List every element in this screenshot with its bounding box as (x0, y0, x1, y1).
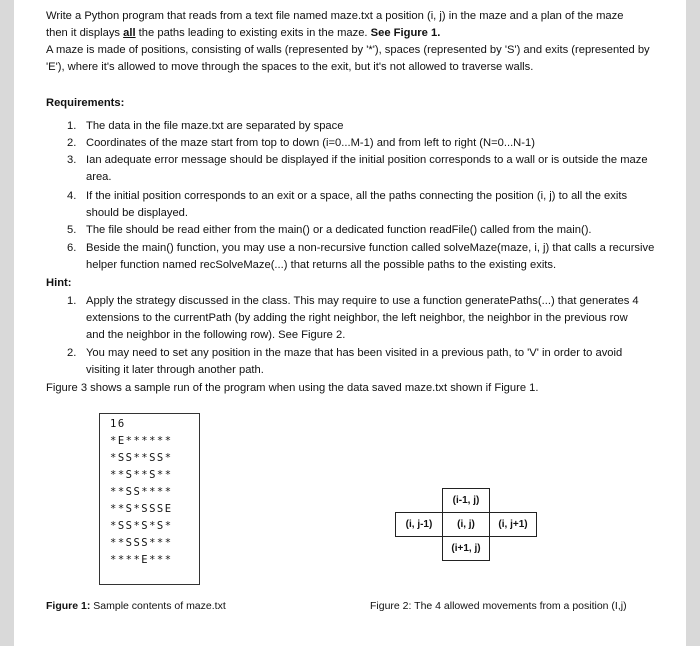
req-4-line-2: should be displayed. (86, 207, 189, 219)
intro-line-2-end: . (437, 27, 441, 39)
hint-1-num: 1. (67, 295, 77, 307)
intro-line-2-mid: the paths leading to existing exits in the maze. (135, 27, 371, 39)
req-2-num: 2. (67, 137, 77, 149)
hint-2-line-2: visiting it later through another path. (86, 364, 264, 376)
req-6-line-1: Beside the main() function, you may use a non-recursive function called solveMaze(maze, i, j) that calls a recursive (86, 242, 655, 254)
req-1-line: The data in the file maze.txt are separated by space (86, 120, 344, 132)
requirements-heading: Requirements: (46, 97, 125, 109)
req-3-line-2: area. (86, 171, 112, 183)
grid-cell-empty (490, 537, 537, 561)
hint-1-line-2: extensions to the currentPath (by adding the right neighbor, the left neighbor, the neighbor in the previous row (86, 312, 628, 324)
intro-line-4: 'E'), where it's allowed to move through the spaces to the exit, but it's not allowed to traverse walls. (46, 61, 534, 73)
figure-1-caption-label: Figure 1: (46, 600, 91, 612)
intro-line-2 (46, 25, 440, 42)
req-1-num: 1. (67, 120, 77, 132)
maze-line: ****E*** (110, 554, 173, 566)
maze-line: 16 (110, 418, 126, 430)
hint-heading: Hint: (46, 277, 72, 289)
grid-cell-empty (396, 489, 443, 513)
intro-line-1: Write a Python program that reads from a text file named maze.txt a position (i, j) in the maze and a plan of the maze (46, 10, 624, 22)
maze-line: *SS*S*S* (110, 520, 173, 532)
req-2-line: Coordinates of the maze start from top to down (i=0...M-1) and from left to right (N=0...N-1) (86, 137, 535, 149)
grid-cell-center: (i, j) (443, 513, 490, 537)
req-5-num: 5. (67, 224, 77, 236)
maze-line: **SS**** (110, 486, 173, 498)
hint-1-line-3: and the neighbor in the following row). See Figure 2. (86, 329, 346, 341)
req-6-num: 6. (67, 242, 77, 254)
grid-cell-bottom: (i+1, j) (443, 537, 490, 561)
maze-line: **S**S** (110, 469, 173, 481)
document-page (14, 0, 686, 646)
grid-cell-left: (i, j-1) (396, 513, 443, 537)
maze-line: **SSS*** (110, 537, 173, 549)
figure-2-caption: Figure 2: The 4 allowed movements from a position (I,j) (370, 600, 627, 612)
figure-1-caption-text: Sample contents of maze.txt (90, 600, 226, 612)
hint-2-num: 2. (67, 347, 77, 359)
maze-figure (99, 413, 200, 585)
req-3-num: 3. (67, 154, 77, 166)
grid-cell-top: (i-1, j) (443, 489, 490, 513)
neighbor-grid (395, 488, 537, 561)
intro-line-2-pre: then it displays (46, 27, 124, 39)
figure-1-caption (46, 598, 226, 615)
req-4-line-1: If the initial position corresponds to an exit or a space, all the paths connecting the position (i, j) to all the exits (86, 190, 628, 202)
hint-2-line-1: You may need to set any position in the maze that has been visited in a previous path, to 'V' in order to avoid (86, 347, 623, 359)
maze-line: *SS**SS* (110, 452, 173, 464)
req-5-line: The file should be read either from the main() or a dedicated function readFile() called from the main(). (86, 224, 592, 236)
grid-cell-empty (396, 537, 443, 561)
figure-3-description: Figure 3 shows a sample run of the program when using the data saved maze.txt shown if Figure 1. (46, 382, 539, 394)
grid-cell-right: (i, j+1) (490, 513, 537, 537)
hint-1-line-1: Apply the strategy discussed in the class. This may require to use a function generatePaths(...) that generates 4 (86, 295, 639, 307)
see-figure-1: See Figure 1 (370, 27, 438, 39)
req-3-line-1: Ian adequate error message should be displayed if the initial position corresponds to a wall or is outside the maze (86, 154, 648, 166)
intro-line-3: A maze is made of positions, consisting of walls (represented by '*'), spaces (represented by 'S') and exits (represented by (46, 44, 650, 56)
maze-line: **S*SSSE (110, 503, 173, 515)
maze-line: *E****** (110, 435, 173, 447)
req-6-line-2: helper function named recSolveMaze(...) that returns all the possible paths to the existing exits. (86, 259, 557, 271)
req-4-num: 4. (67, 190, 77, 202)
intro-all-emphasis: all (123, 27, 136, 39)
grid-cell-empty (490, 489, 537, 513)
